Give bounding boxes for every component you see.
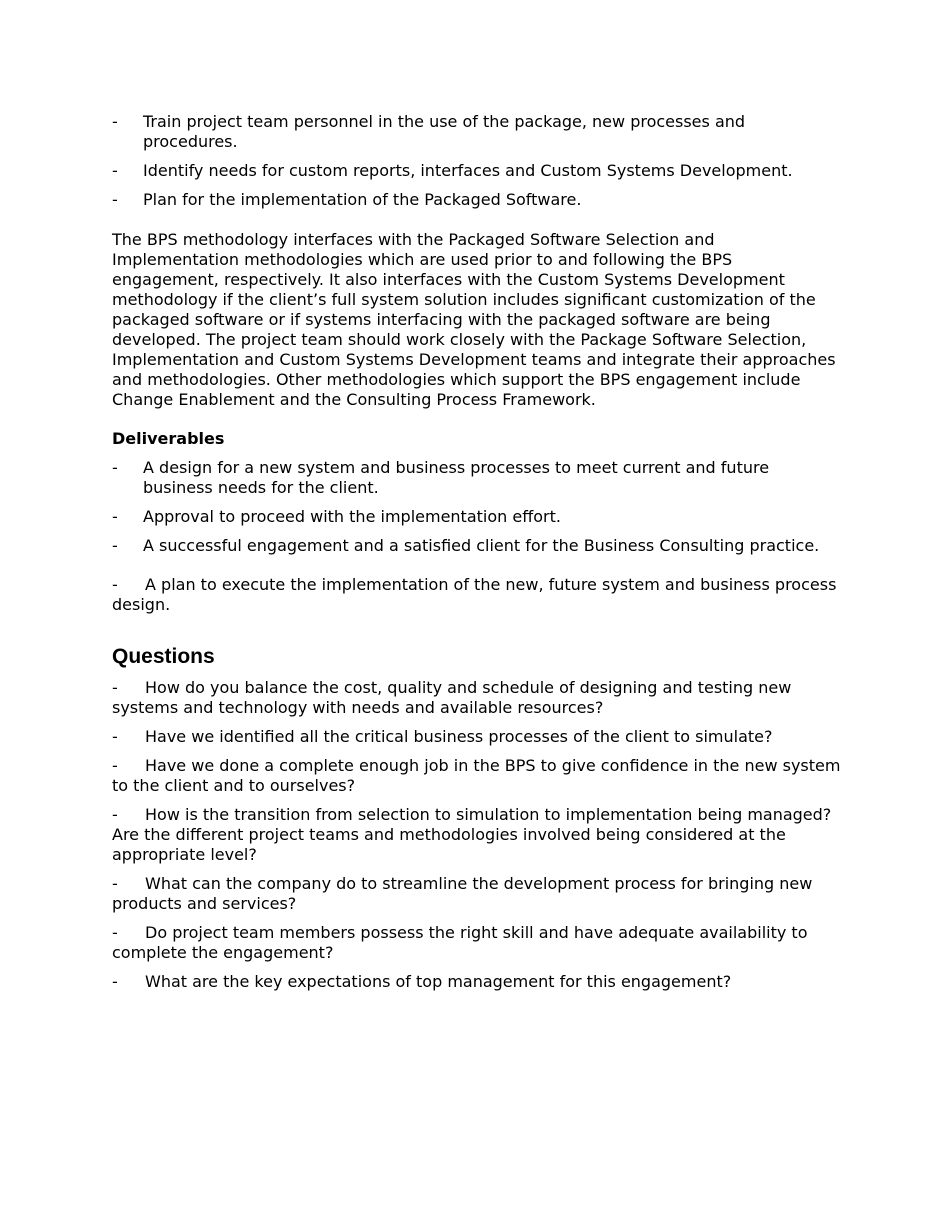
bullet-dash: - [112, 575, 118, 594]
bullet-dash: - [112, 805, 118, 824]
bullet-dash: - [112, 161, 118, 180]
question-text: What can the company do to streamline the development process for bringing new products and services? [112, 874, 813, 913]
list-item-text: Identify needs for custom reports, interfaces and Custom Systems Development. [143, 161, 793, 180]
questions-heading: Questions [112, 645, 215, 668]
question-item [112, 678, 842, 718]
question-text: What are the key expectations of top management for this engagement? [145, 972, 732, 991]
question-item [112, 972, 842, 992]
body-paragraph: The BPS methodology interfaces with the Packaged Software Selection and Implementation methodologies which are used prior to and following the BPS engagement, respectively. It also interfaces with the Custom Systems Development methodology if the client’s full system solution includes significant customization of the packaged software or if systems interfacing with the packaged software are being developed. The project team should work closely with the Package Software Selection, Implementation and Custom Systems Development teams and integrate their approaches and methodologies. Other methodologies which support the BPS engagement include Change Enablement and the Consulting Process Framework. [112, 230, 836, 409]
deliverables-heading: Deliverables [112, 429, 225, 448]
bullet-dash: - [112, 507, 118, 526]
bullet-dash: - [112, 536, 118, 555]
bullet-dash: - [112, 972, 118, 991]
list-item [112, 161, 842, 181]
question-text: Do project team members possess the right skill and have adequate availability to complete the engagement? [112, 923, 808, 962]
list-item [112, 458, 842, 498]
bullet-dash: - [112, 756, 118, 775]
list-item [112, 112, 842, 152]
bullet-dash: - [112, 727, 118, 746]
question-item [112, 923, 842, 963]
question-item [112, 756, 842, 796]
question-text: Have we identified all the critical business processes of the client to simulate? [145, 727, 773, 746]
list-item [112, 190, 842, 210]
question-text: How is the transition from selection to simulation to implementation being managed? Are the different project teams and methodologies involved being considered at the appropriate level? [112, 805, 832, 864]
bullet-dash: - [112, 923, 118, 942]
list-item-text: Plan for the implementation of the Packaged Software. [143, 190, 582, 209]
document-content [112, 112, 842, 1001]
question-text: How do you balance the cost, quality and schedule of designing and testing new systems and technology with needs and available resources? [112, 678, 792, 717]
list-item-text: A successful engagement and a satisfied client for the Business Consulting practice. [143, 536, 820, 555]
list-item [112, 507, 842, 527]
bullet-dash: - [112, 190, 118, 209]
question-item [112, 727, 842, 747]
question-item [112, 805, 842, 865]
list-item-text: Approval to proceed with the implementation effort. [143, 507, 561, 526]
list-item [112, 575, 842, 615]
list-item-text: Train project team personnel in the use of the package, new processes and procedures. [143, 112, 746, 151]
list-item [112, 536, 842, 556]
bullet-dash: - [112, 112, 118, 131]
bullet-dash: - [112, 678, 118, 697]
question-text: Have we done a complete enough job in the BPS to give confidence in the new system to the client and to ourselves? [112, 756, 841, 795]
bullet-dash: - [112, 874, 118, 893]
bullet-dash: - [112, 458, 118, 477]
list-item-text: A plan to execute the implementation of the new, future system and business process design. [112, 575, 837, 614]
list-item-text: A design for a new system and business processes to meet current and future business needs for the client. [143, 458, 770, 497]
question-item [112, 874, 842, 914]
